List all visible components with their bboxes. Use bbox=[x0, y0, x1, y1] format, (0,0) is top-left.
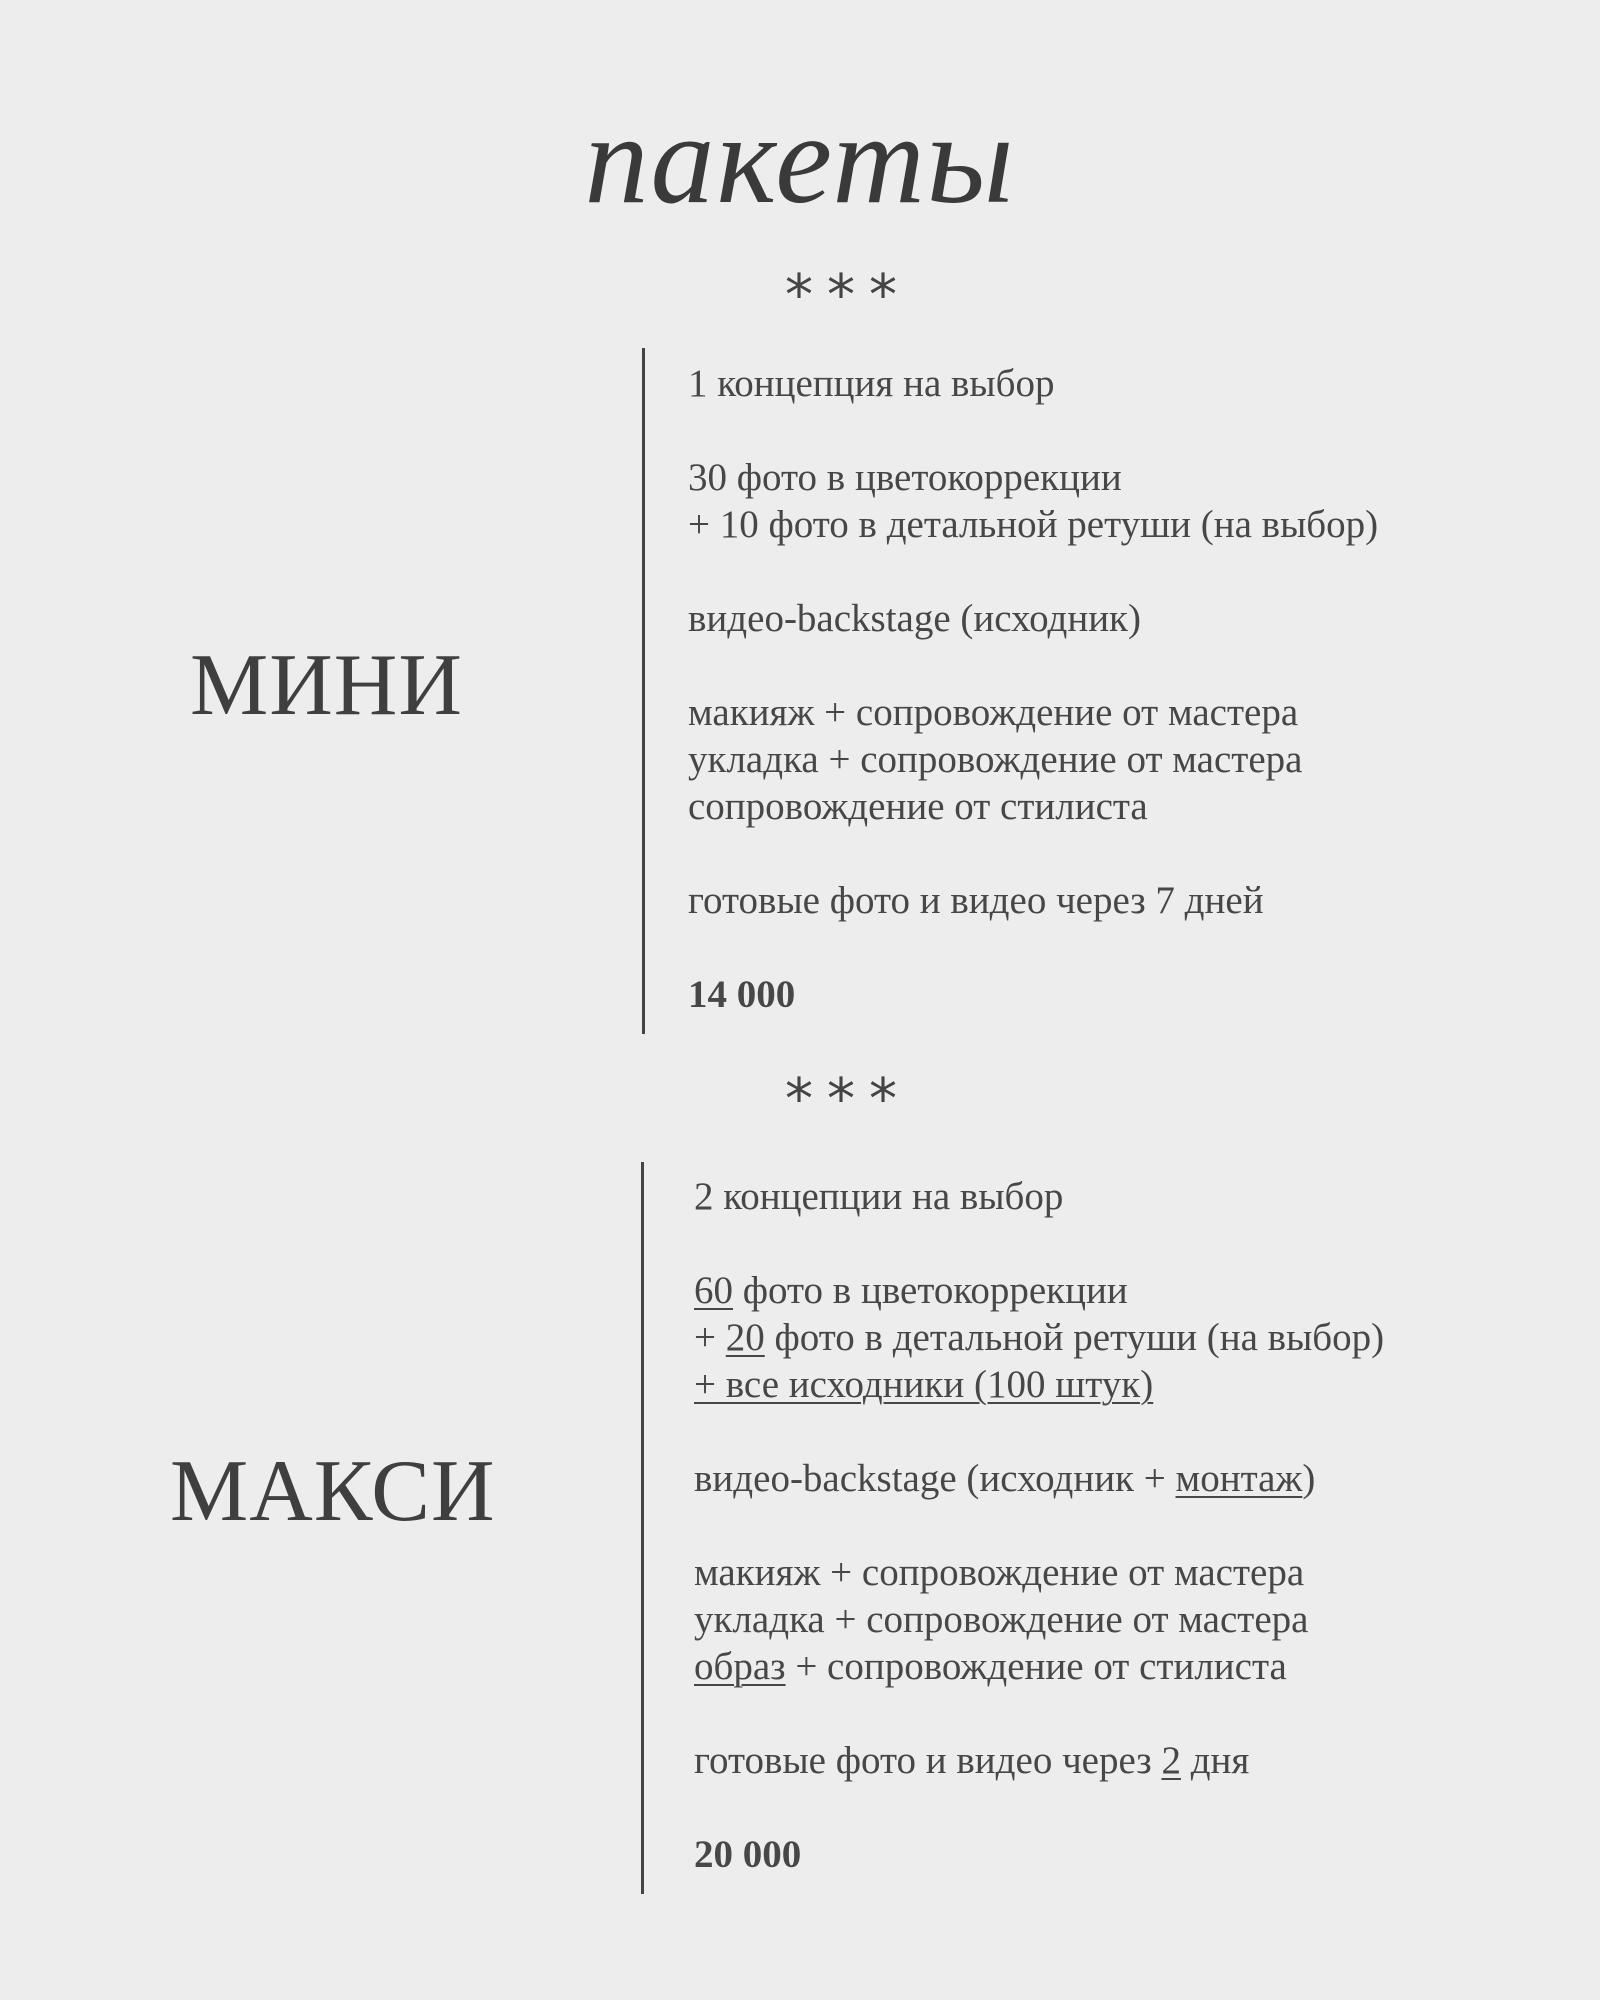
photos-retouch-line: + 20 фото в детальной ретуши (на выбор) bbox=[694, 1316, 1385, 1359]
page-title: пакеты bbox=[584, 88, 1016, 230]
package-details-maxi bbox=[694, 1173, 1384, 1878]
price-mini: 14 000 bbox=[688, 973, 796, 1016]
divider-line bbox=[642, 348, 645, 1034]
video-line: видео-backstage (исходник) bbox=[688, 597, 1141, 640]
video-line: видео-backstage (исходник + монтаж) bbox=[694, 1457, 1316, 1500]
concepts-line: 2 концепции на выбор bbox=[694, 1175, 1064, 1218]
package-name-mini: МИНИ bbox=[190, 637, 463, 734]
hair-line: укладка + сопровождение от мастера bbox=[694, 1598, 1309, 1641]
delivery-days-number: 2 bbox=[1161, 1739, 1181, 1782]
package-name-maxi: МАКСИ bbox=[170, 1443, 496, 1540]
delivery-line: готовые фото и видео через 2 дня bbox=[694, 1739, 1250, 1782]
stylist-line: образ + сопровождение от стилиста bbox=[694, 1645, 1287, 1688]
video-edit-word: монтаж bbox=[1175, 1457, 1303, 1500]
divider-line bbox=[641, 1162, 644, 1894]
separator-stars: *** bbox=[785, 1067, 911, 1132]
photos-color-line: 60 фото в цветокоррекции bbox=[694, 1269, 1128, 1312]
stylist-line: сопровождение от стилиста bbox=[688, 785, 1148, 828]
price-maxi: 20 000 bbox=[694, 1833, 802, 1876]
photos-retouch-line: + 10 фото в детальной ретуши (на выбор) bbox=[688, 503, 1379, 546]
package-details-mini bbox=[688, 360, 1378, 1018]
photos-retouch-number: 20 bbox=[725, 1316, 765, 1359]
stylist-look-word: образ bbox=[694, 1645, 786, 1688]
separator-stars: *** bbox=[785, 263, 911, 328]
concepts-line: 1 концепция на выбор bbox=[688, 362, 1055, 405]
hair-line: укладка + сопровождение от мастера bbox=[688, 738, 1303, 781]
photos-color-line: 30 фото в цветокоррекции bbox=[688, 456, 1122, 499]
makeup-line: макияж + сопровождение от мастера bbox=[688, 691, 1299, 734]
delivery-line: готовые фото и видео через 7 дней bbox=[688, 879, 1264, 922]
all-sources-line: + все исходники (100 штук) bbox=[694, 1363, 1154, 1406]
makeup-line: макияж + сопровождение от мастера bbox=[694, 1551, 1305, 1594]
photos-color-number: 60 bbox=[694, 1269, 733, 1312]
